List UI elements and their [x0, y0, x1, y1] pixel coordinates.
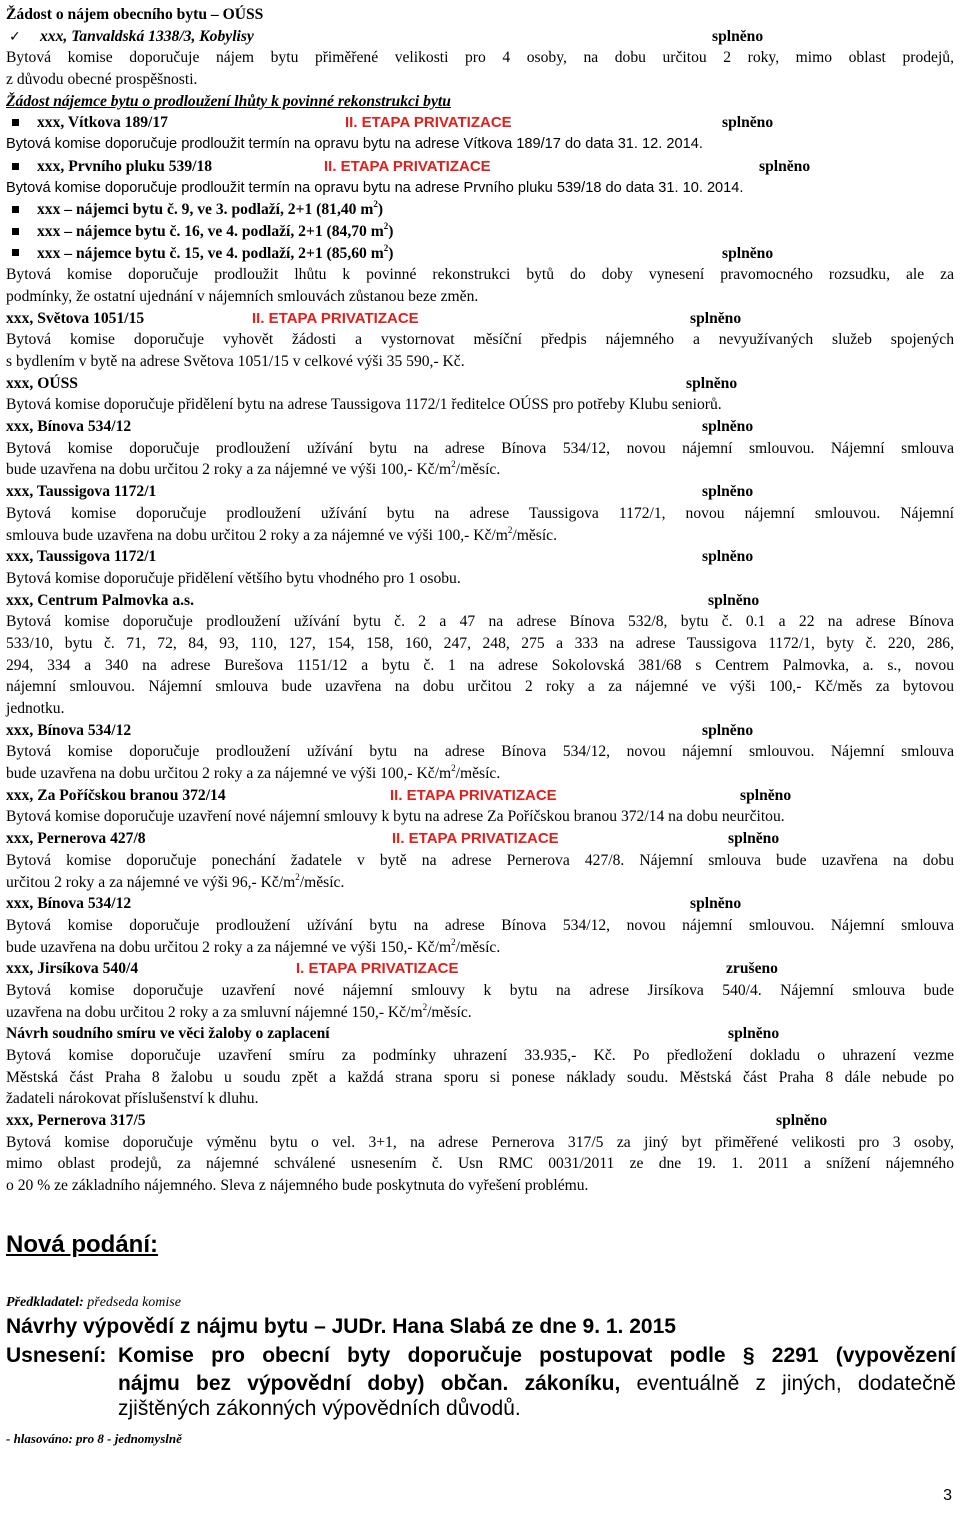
item-text: Bytová komise doporučuje uzavření nové nájemní smlouvy k bytu na adrese Jirsíkova 540/4. Nájemní smlouva bude [6, 981, 954, 999]
item-text: mimo oblast prodejů, za nájemné schválené usnesením č. Usn RMC 0031/2011 ze dne 19. 1. 2011 a snížení nájemného [6, 1155, 954, 1173]
item-text: Bytová komise doporučuje prodloužení užívání bytu č. 2 a 47 na adrese Bínova 532/8, bytu č. 0.1 a 22 na adrese Bínova [6, 613, 954, 631]
etapa-label: II. ETAPA PRIVATIZACE [390, 786, 557, 804]
item-text: Bytová komise doporučuje vyhovět žádosti a vystornovat měsíční předpis nájemného a nevyužívaných služeb spojených [6, 331, 954, 349]
status-text: splněno [776, 1112, 828, 1130]
item-text: žadateli nárokovat příslušenství k dluhu. [6, 1090, 259, 1108]
item-text: o 20 % ze základního nájemného. Sleva z nájemného bude poskytnuta do vyřešení problému. [6, 1177, 589, 1195]
item-line: xxx, Pernerova 427/8 II. ETAPA PRIVATIZACE splněno [6, 828, 954, 850]
status-text: splněno [728, 830, 780, 848]
item-line: xxx, OÚSS splněno [6, 373, 954, 395]
item-line: Návrh soudního smíru ve věci žaloby o zaplacení splněno [6, 1023, 954, 1045]
item-line: xxx – nájemce bytu č. 16, ve 4. podlaží, 2+1 (84,70 $m^2$) [6, 221, 954, 243]
bullet-icon [12, 249, 19, 256]
item-line: xxx, Za Poříčskou branou 372/14 II. ETAPA PRIVATIZACE splněno [6, 785, 954, 807]
item-line: xxx, Centrum Palmovka a.s. splněno [6, 590, 954, 612]
item-line: xxx, Jirsíkova 540/4 I. ETAPA PRIVATIZACE zrušeno [6, 958, 954, 980]
item-line [6, 26, 954, 48]
status-text: splněno [728, 1025, 780, 1043]
status-text: splněno [708, 591, 760, 609]
request-heading: Žádost nájemce bytu o prodloužení lhůty k povinné rekonstrukci bytu [6, 92, 451, 110]
item-line: xxx, Taussigova 1172/1 splněno [6, 481, 954, 503]
item-text: smlouva bude uzavřena na dobu určitou 2 roky a za nájemné ve výši 100,- $Kč/m^2$/měsíc. [6, 524, 557, 544]
item-line: xxx, Pernerova 317/5 splněno [6, 1110, 954, 1132]
bullet-icon [12, 228, 19, 235]
hlasovano-note: - hlasováno: pro 8 - jednomyslně [6, 1431, 182, 1446]
status-text: splněno [759, 157, 811, 175]
item-text: Bytová komise doporučuje ponechání žadatele v bytě na adrese Pernerova 427/8. Nájemní smlouva bude uzavřena na dobu [6, 851, 954, 869]
etapa-label: II. ETAPA PRIVATIZACE [252, 309, 419, 327]
item-text: 533/10, bytu č. 71, 72, 84, 93, 110, 127, 154, 158, 160, 247, 248, 275 a 333 na adrese Taussigova 1172/1, byty č. 220, 286, [6, 634, 954, 652]
item-text: Bytová komise doporučuje prodloužit lhůtu k povinné rekonstrukci bytů do doby vynesení pravomocného rozsudku, ale za [6, 266, 954, 284]
item-line: xxx, Bínova 534/12 splněno [6, 416, 954, 438]
item-address: xxx, Tanvaldská 1338/3, Kobylisy [40, 27, 254, 45]
item-text: Bytová komise doporučuje přidělení většího bytu vhodného pro 1 osobu. [6, 569, 461, 587]
bullet-icon [12, 119, 19, 126]
etapa-label: I. ETAPA PRIVATIZACE [296, 960, 459, 978]
item-line: xxx, Světova 1051/15 II. ETAPA PRIVATIZACE splněno [6, 308, 954, 330]
item-text: Bytová komise doporučuje prodloužení užívání bytu na adrese Taussigova 1172/1, novou nájemní smlouvou. Nájemní [6, 504, 954, 522]
item-text: Bytová komise doporučuje uzavření smíru za podmínky uhrazení 33.935,- Kč. Po předložení dokladu o uhrazení vezme [6, 1047, 954, 1064]
item-text: z důvodu obecné prospěšnosti. [6, 71, 198, 89]
item-text: určitou 2 roky a za nájemné ve výši 96,- $Kč/m^2$/měsíc. [6, 871, 345, 891]
status-text: splněno [722, 114, 774, 132]
item-text: s bydlením v bytě na adrese Světova 1051/15 v celkové výši 35 590,- Kč. [6, 353, 465, 370]
item-line: xxx, Bínova 534/12 splněno [6, 720, 954, 742]
page-number: 3 [943, 1487, 952, 1505]
etapa-label: II. ETAPA PRIVATIZACE [392, 830, 559, 848]
item-text: uzavřena na dobu určitou 2 roky a za smluvní nájemné 150,- $Kč/m^2$/měsíc. [6, 1001, 472, 1021]
item-text: Bytová komise doporučuje výměnu bytu o vel. 3+1, na adrese Pernerova 317/5 za jiný byt přiměřené velikosti pro 3 osoby, [6, 1133, 954, 1151]
status-text: splněno [722, 244, 774, 262]
item-text: Bytová komise doporučuje uzavření nové nájemní smlouvy k bytu na adrese Za Poříčskou branou 372/14 na dobu neurčitou. [6, 808, 785, 826]
item-line: xxx, Vítkova 189/17 II. ETAPA PRIVATIZACE splněno [6, 112, 954, 134]
status-text: splněno [702, 548, 754, 566]
status-text: splněno [690, 309, 742, 327]
item-text: bude uzavřena na dobu určitou 2 roky a za nájemné ve výši 100,- $Kč/m^2$/měsíc. [6, 763, 501, 783]
item-text: Bytová komise doporučuje přidělení bytu na adrese Taussigova 1172/1 ředitelce OÚSS pro potřeby Klubu seniorů. [6, 396, 722, 414]
status-text: splněno [712, 27, 764, 45]
item-line: xxx, Taussigova 1172/1 splněno [6, 546, 954, 568]
item-text: Bytová komise doporučuje prodloužení užívání bytu na adrese Bínova 534/12, novou nájemní smlouvou. Nájemní smlouva [6, 916, 954, 934]
etapa-label: II. ETAPA PRIVATIZACE [345, 114, 512, 132]
status-text: splněno [740, 786, 792, 804]
navrhy-title: Návrhy výpovědí z nájmu bytu – JUDr. Hana Slabá ze dne 9. 1. 2015 [6, 1315, 676, 1338]
new-submissions-heading: Nová podání: [6, 1231, 159, 1258]
item-text: Bytová komise doporučuje prodloužení užívání bytu na adrese Bínova 534/12, novou nájemní smlouvou. Nájemní smlouva [6, 743, 954, 761]
predkladatel-value: předseda komise [83, 1295, 181, 1310]
item-line: xxx, Bínova 534/12 splněno [6, 893, 954, 915]
status-text: splněno [686, 374, 738, 392]
bullet-icon [12, 163, 19, 170]
item-text: Bytová komise doporučuje prodloužení užívání bytu na adrese Bínova 534/12, novou nájemní smlouvou. Nájemní smlouva [6, 439, 954, 457]
usneseni-label: Usnesení: [6, 1344, 107, 1367]
document-body [6, 4, 954, 1197]
request-heading: Žádost o nájem obecního bytu – OÚSS [6, 6, 264, 23]
item-line: xxx, Prvního pluku 539/18 II. ETAPA PRIVATIZACE splněno [6, 156, 954, 178]
predkladatel-line [6, 1292, 181, 1314]
etapa-label: II. ETAPA PRIVATIZACE [324, 157, 491, 175]
usneseni-text: Komise pro obecní byty doporučuje postupovat podle § 2291 (vypovězení nájmu bez výpovědní doby) občan. zákoníku, eventuálně z jiných, dodatečně zjištěných zákonných výpovědních důvodů. [118, 1344, 956, 1420]
predkladatel-label: Předkladatel: [6, 1295, 84, 1310]
item-line: xxx – nájemce bytu č. 15, ve 4. podlaží, 2+1 (85,60 $m^2$) splněno [6, 243, 954, 265]
status-text: splněno [690, 895, 742, 913]
item-text: nájemní smlouvou. Nájemní smlouva bude uzavřena na dobu určitou 2 roky a za nájemné ve výši 100,- Kč/měs za bytovou [6, 678, 954, 696]
item-text: Městská část Praha 8 žalobu u soudu zpět a každá strana sporu si ponese náklady soudu. Městská část Praha 8 dále nebude po [6, 1068, 954, 1086]
status-text: splněno [702, 483, 754, 501]
item-text: jednotku. [6, 700, 65, 717]
item-text: Bytová komise doporučuje nájem bytu přiměřené velikosti pro 4 osoby, na dobu určitou 2 roky, mimo oblast prodejů, [6, 49, 954, 67]
item-text: 294, 334 a 340 na adrese Burešova 1151/12 a bytu č. 1 na adrese Sokolovská 381/68 s Centrem Palmovka, a. s., novou [6, 656, 954, 674]
item-text: podmínky, že ostatní ujednání v nájemních smlouvách zůstanou beze změn. [6, 287, 479, 305]
item-text: Bytová komise doporučuje prodloužit termín na opravu bytu na adrese Prvního pluku 539/18 do data 31. 10. 2014. [6, 179, 744, 196]
checkmark-icon: ✓ [9, 28, 21, 45]
status-text: splněno [702, 418, 754, 436]
item-text: Bytová komise doporučuje prodloužit termín na opravu bytu na adrese Vítkova 189/17 do data 31. 12. 2014. [6, 136, 703, 153]
status-text: zrušeno [726, 960, 778, 978]
item-text: bude uzavřena na dobu určitou 2 roky a za nájemné ve výši 100,- $Kč/m^2$/měsíc. [6, 459, 501, 479]
item-text: bude uzavřena na dobu určitou 2 roky a za nájemné ve výši 150,- $Kč/m^2$/měsíc. [6, 936, 501, 956]
item-line: xxx – nájemci bytu č. 9, ve 3. podlaží, 2+1 (81,40 $m^2$) [6, 199, 954, 221]
status-text: splněno [702, 721, 754, 739]
bullet-icon [12, 206, 19, 213]
